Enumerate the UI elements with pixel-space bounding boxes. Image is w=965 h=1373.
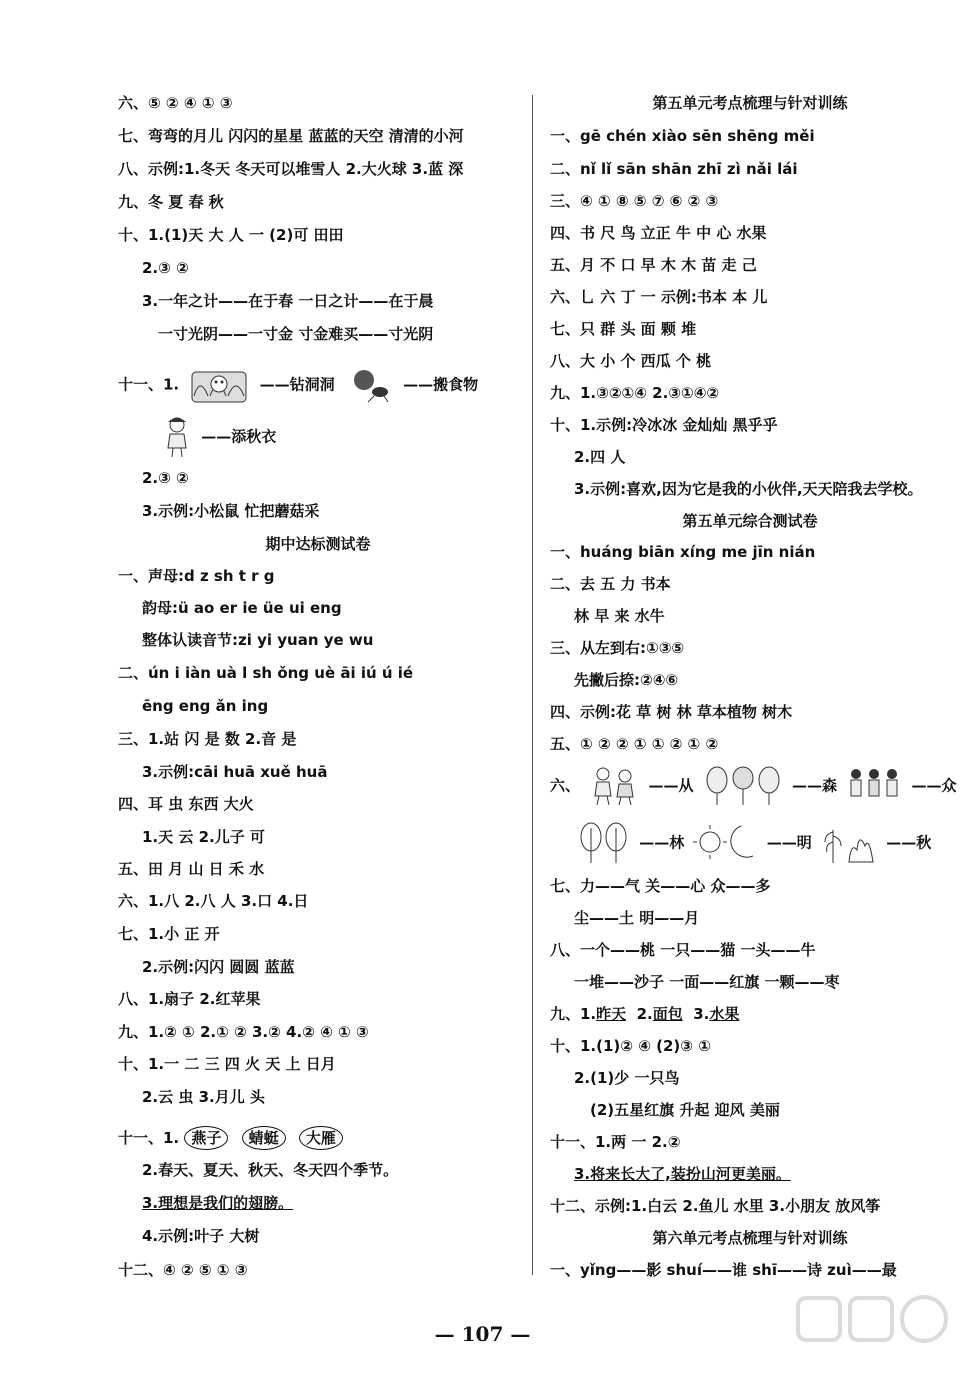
answer-line: 尘——土 明——月: [574, 909, 700, 927]
answer-line: 2.春天、夏天、秋天、冬天四个季节。: [142, 1161, 399, 1179]
answer-line: 十、1.一 二 三 四 火 天 上 日月: [118, 1055, 336, 1073]
answer-line: 八、一个——桃 一只——猫 一头——牛: [550, 941, 816, 959]
circled-word: 蜻蜓: [242, 1126, 286, 1150]
answer-line-with-pictures: [550, 766, 956, 806]
item-label: 十一、1.: [118, 1129, 180, 1147]
answer-line: (2)五星红旗 升起 迎风 美丽: [590, 1101, 780, 1119]
answer-line: 林 早 来 水牛: [574, 607, 665, 625]
answer-line: 整体认读音节:zi yi yuan ye wu: [142, 631, 374, 649]
frog-hole-icon: [188, 366, 250, 404]
answer-line: 四、书 尺 鸟 立正 牛 中 心 水果: [550, 224, 767, 242]
watermark-logo: [788, 1290, 958, 1360]
underlined-word: 水果: [709, 1005, 740, 1023]
picture-caption: ——森: [791, 776, 837, 795]
picture-caption: ——明: [766, 833, 812, 852]
answer-line: 1.天 云 2.儿子 可: [142, 828, 265, 846]
answer-line: 九、1.③②①④ 2.③①④②: [550, 384, 720, 402]
answer-line: 2.四 人: [574, 448, 626, 466]
answer-line: 二、nǐ lǐ sān shān zhī zì nǎi lái: [550, 160, 798, 178]
answer-line: 三、1.站 闪 是 数 2.音 是: [118, 730, 297, 748]
answer-line: 十、1.(1)天 大 人 一 (2)可 田田: [118, 226, 344, 244]
answer-line: 七、力——气 关——心 众——多: [550, 877, 771, 895]
answer-line: 六、⑤ ② ④ ① ③: [118, 94, 233, 112]
item-label: 十一、1.: [118, 375, 180, 394]
answer-line: 十一、1.两 一 2.②: [550, 1133, 681, 1151]
answer-line: 3.一年之计——在于春 一日之计——在于晨: [142, 292, 434, 310]
answer-line: 八、示例:1.冬天 冬天可以堆雪人 2.大火球 3.蓝 深: [118, 160, 464, 178]
answer-line: 3.示例:喜欢,因为它是我的小伙伴,天天陪我去学校。: [574, 480, 923, 498]
picture-caption: ——林: [639, 833, 685, 852]
item-label: 六、: [550, 776, 581, 795]
answer-line: ēng eng ǎn ing: [142, 697, 269, 715]
answer-line: 2.示例:闪闪 圆圆 蓝蓝: [142, 958, 295, 976]
answer-line: 一、声母:d z sh t r g: [118, 567, 275, 585]
answer-line: 十二、示例:1.白云 2.鱼儿 水里 3.小朋友 放风筝: [550, 1197, 881, 1215]
section-heading: 第五单元综合测试卷: [682, 512, 818, 530]
section-heading: 第五单元考点梳理与针对训练: [652, 94, 848, 112]
circled-word: 大雁: [299, 1126, 343, 1150]
answer-line: 一、gē chén xiào sēn shēng měi: [550, 127, 815, 145]
answer-line-circled: [118, 1126, 351, 1150]
answer-line: 二、ún i iàn uà l sh ǒng uè āi iú ú ié: [118, 664, 414, 682]
item-label: 九、1.: [550, 1005, 597, 1023]
answer-line: 3.示例:小松鼠 忙把蘑菇采: [142, 502, 320, 520]
answer-line: 先撇后捺:②④⑥: [574, 671, 679, 689]
answer-line: 十、1.(1)② ④ (2)③ ①: [550, 1037, 711, 1055]
answer-line: 五、田 月 山 日 禾 水: [118, 860, 265, 878]
underlined-word: 昨天: [596, 1005, 627, 1023]
answer-line: 八、大 小 个 西瓜 个 桃: [550, 352, 712, 370]
answer-line: 七、1.小 正 开: [118, 925, 220, 943]
answer-line-underlined: 3.理想是我们的翅膀。: [142, 1194, 294, 1212]
answer-line: 一寸光阴——一寸金 寸金难买——寸光阴: [158, 325, 434, 343]
item-label: 2.: [636, 1005, 653, 1023]
answer-line: 一、huáng biān xíng me jīn nián: [550, 543, 816, 561]
answer-line: 3.示例:cāi huā xuě huā: [142, 763, 328, 781]
three-people-icon: [846, 766, 902, 806]
answer-line-underlined-words: [550, 1004, 739, 1024]
picture-caption: ——秋: [886, 833, 932, 852]
section-heading: 第六单元考点梳理与针对训练: [652, 1229, 848, 1247]
answer-line: 二、去 五 力 书本: [550, 575, 671, 593]
picture-caption: ——从: [648, 776, 694, 795]
answer-line: 2.(1)少 一只鸟: [574, 1069, 680, 1087]
answer-line: 八、1.扇子 2.红苹果: [118, 990, 261, 1008]
answer-line: 十、1.示例:冷冰冰 金灿灿 黑乎乎: [550, 416, 778, 434]
picture-caption: ——众: [911, 776, 957, 795]
picture-caption: ——搬食物: [403, 375, 479, 394]
answer-line-with-picture: [158, 416, 276, 458]
answer-line: 一、yǐng——影 shuí——谁 shī——诗 zuì——最: [550, 1261, 897, 1279]
answer-line-with-pictures: [574, 822, 931, 864]
item-label: 3.: [693, 1005, 710, 1023]
column-divider: [532, 95, 533, 1275]
answer-line: 六、1.八 2.八 人 3.口 4.日: [118, 892, 309, 910]
answer-line: 2.云 虫 3.月儿 头: [142, 1088, 265, 1106]
answer-line: 一堆——沙子 一面——红旗 一颗——枣: [574, 973, 840, 991]
two-trees-icon: [578, 822, 630, 864]
answer-line-with-pictures: [118, 366, 478, 404]
answer-line: 四、示例:花 草 树 林 草本植物 树木: [550, 703, 793, 721]
section-heading: 期中达标测试卷: [265, 535, 371, 553]
two-children-following-icon: [589, 766, 639, 806]
page-number: — 107 —: [434, 1322, 531, 1346]
answer-line: 六、乚 六 丁 一 示例:书本 本 儿: [550, 288, 768, 306]
answer-line: 三、从左到右:①③⑤: [550, 639, 685, 657]
girl-icon: [162, 416, 192, 458]
answer-line: 四、耳 虫 东西 大火: [118, 795, 254, 813]
answer-line: 五、① ② ② ① ① ② ① ②: [550, 735, 719, 753]
grain-and-fire-icon: [821, 822, 877, 864]
answer-line: 七、只 群 头 面 颗 堆: [550, 320, 697, 338]
answer-line: 七、弯弯的月儿 闪闪的星星 蓝蓝的天空 清清的小河: [118, 127, 464, 145]
underlined-word: 面包: [652, 1005, 683, 1023]
answer-line-underlined: 3.将来长大了,装扮山河更美丽。: [574, 1165, 791, 1183]
ant-carrying-food-icon: [344, 366, 394, 404]
answer-line: 2.③ ②: [142, 259, 189, 277]
picture-caption: ——钻洞洞: [259, 375, 335, 394]
answer-line: 九、1.② ① 2.① ② 3.② 4.② ④ ① ③: [118, 1023, 369, 1041]
answer-line: 九、冬 夏 春 秋: [118, 193, 224, 211]
answer-line: 韵母:ü ao er ie üe ui eng: [142, 599, 342, 617]
picture-caption: ——添秋衣: [201, 427, 277, 446]
circled-word: 燕子: [184, 1126, 228, 1150]
answer-line: 4.示例:叶子 大树: [142, 1227, 260, 1245]
answer-line: 三、④ ① ⑧ ⑤ ⑦ ⑥ ② ③: [550, 192, 719, 210]
answer-line: 五、月 不 口 早 木 木 苗 走 己: [550, 256, 757, 274]
answer-line: 2.③ ②: [142, 469, 189, 487]
three-trees-icon: [703, 766, 783, 806]
sun-and-moon-icon: [693, 822, 757, 864]
answer-line: 十二、④ ② ⑤ ① ③: [118, 1261, 248, 1279]
